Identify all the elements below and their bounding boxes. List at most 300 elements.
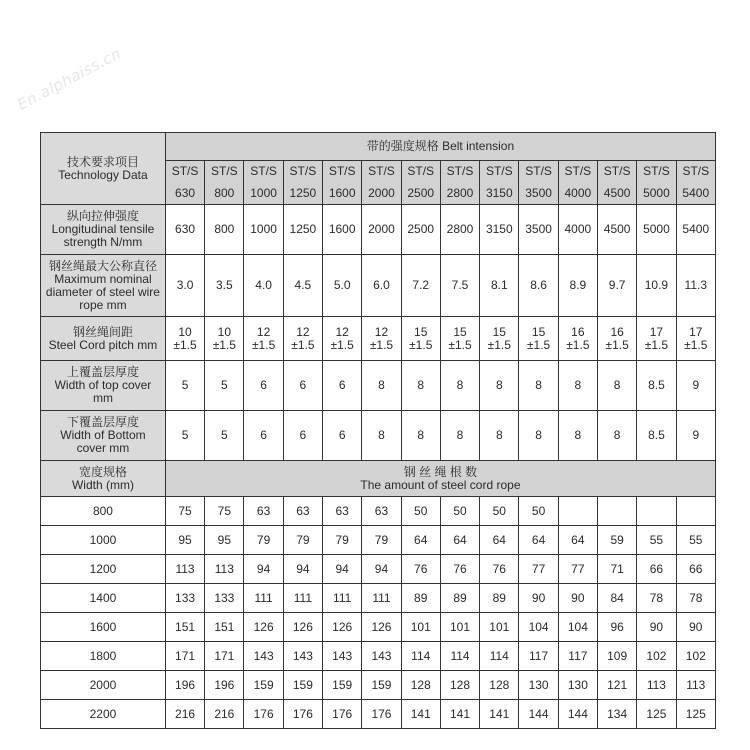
width-row bbox=[41, 671, 716, 700]
rope-count-cell: 111 bbox=[362, 584, 401, 613]
spec-row-label-line: 钢丝绳最大公称直径 bbox=[48, 258, 157, 273]
grade-cell: 800 bbox=[205, 183, 244, 205]
spec-value-cell bbox=[558, 361, 597, 411]
spec-value-cell bbox=[637, 205, 676, 255]
spec-row-label-line: strength N/mm bbox=[63, 235, 143, 249]
spec-value: 10.9 bbox=[644, 278, 669, 292]
rope-count-cell bbox=[558, 497, 597, 526]
spec-value: 3150 bbox=[485, 222, 513, 236]
spec-value-cell bbox=[558, 255, 597, 317]
tolerance-value: ±1.5 bbox=[409, 337, 433, 352]
spec-row-label-line: 上覆盖层厚度 bbox=[66, 365, 139, 379]
spec-value-cell bbox=[323, 361, 362, 411]
tech-data-header bbox=[41, 133, 166, 205]
spec-value: 12 bbox=[256, 324, 271, 339]
spec-value: 3500 bbox=[525, 222, 552, 236]
spec-row-label bbox=[41, 205, 166, 255]
spec-value: 8 bbox=[417, 428, 425, 442]
spec-row-label-line: 纵向拉伸强度 bbox=[66, 209, 139, 223]
spec-value: 8 bbox=[535, 428, 542, 442]
spec-value: 8 bbox=[613, 378, 621, 392]
spec-row-label bbox=[41, 411, 166, 461]
rope-count-cell: 113 bbox=[205, 555, 244, 584]
rope-count-cell: 176 bbox=[323, 700, 362, 729]
spec-value-cell bbox=[205, 255, 244, 317]
st-prefix-cell: ST/S bbox=[480, 161, 519, 183]
spec-value-cell bbox=[637, 411, 676, 461]
spec-value: 17 bbox=[649, 324, 664, 339]
spec-value: 3.0 bbox=[176, 278, 194, 292]
spec-value-cell bbox=[362, 361, 401, 411]
tech-data-header-en: Technology Data bbox=[58, 167, 148, 182]
width-rows bbox=[41, 497, 716, 729]
spec-row-label-line: 钢丝绳间距 bbox=[72, 324, 133, 339]
grade-cell: 2800 bbox=[440, 183, 479, 205]
rope-count-cell: 63 bbox=[283, 497, 322, 526]
spec-value-cell bbox=[401, 317, 440, 361]
tech-data-header-cn: 技术要求项目 bbox=[66, 154, 139, 169]
rope-count-cell: 102 bbox=[637, 642, 676, 671]
spec-value-cell bbox=[244, 361, 283, 411]
spec-value-cell bbox=[519, 317, 558, 361]
rope-count-cell: 64 bbox=[440, 526, 479, 555]
rope-count-cell: 94 bbox=[323, 555, 362, 584]
spec-value-cell bbox=[362, 411, 401, 461]
spec-value: 1250 bbox=[289, 222, 317, 236]
rope-count-cell: 95 bbox=[205, 526, 244, 555]
rope-count-cell: 143 bbox=[362, 642, 401, 671]
spec-row-label-line: Width of Bottom bbox=[60, 428, 146, 442]
st-prefix-cell: ST/S bbox=[598, 161, 637, 183]
spec-value: 4500 bbox=[603, 222, 631, 236]
spec-value-cell bbox=[323, 255, 362, 317]
spec-value: 15 bbox=[531, 324, 546, 339]
rope-count-cell bbox=[676, 497, 715, 526]
width-row bbox=[41, 497, 716, 526]
st-prefix-cell: ST/S bbox=[676, 161, 715, 183]
spec-value: 2500 bbox=[407, 222, 435, 236]
spec-value-cell bbox=[165, 361, 204, 411]
grade-cell: 3150 bbox=[480, 183, 519, 205]
spec-row-label bbox=[41, 317, 166, 361]
spec-value-cell bbox=[519, 361, 558, 411]
spec-value-cell bbox=[401, 411, 440, 461]
width-header-en: Width (mm) bbox=[71, 477, 134, 492]
spec-value-cell bbox=[244, 411, 283, 461]
spec-value-cell bbox=[323, 317, 362, 361]
spec-row-label-line: Width of top cover bbox=[54, 378, 152, 392]
spec-row-label-line: rope mm bbox=[79, 297, 127, 312]
spec-value: 2800 bbox=[446, 222, 474, 236]
header-row-title bbox=[41, 133, 716, 161]
spec-value: 4.0 bbox=[255, 278, 272, 292]
rope-count-cell: 128 bbox=[480, 671, 519, 700]
rope-count-cell: 50 bbox=[519, 497, 558, 526]
width-label-cell: 1800 bbox=[41, 642, 166, 671]
spec-value-cell bbox=[205, 411, 244, 461]
spec-value: 630 bbox=[175, 222, 196, 236]
spec-value-cell bbox=[205, 317, 244, 361]
rope-count-cell: 64 bbox=[480, 526, 519, 555]
st-prefix-cell: ST/S bbox=[165, 161, 204, 183]
belt-intension-header: 带的强度规格 Belt intension bbox=[165, 133, 715, 161]
rope-count-cell: 63 bbox=[244, 497, 283, 526]
width-header bbox=[41, 461, 166, 497]
rope-count-cell: 79 bbox=[244, 526, 283, 555]
rope-count-cell: 84 bbox=[598, 584, 637, 613]
spec-value: 10 bbox=[217, 324, 231, 339]
spec-value: 8 bbox=[574, 428, 582, 442]
spec-row-label-line: Steel Cord pitch mm bbox=[48, 337, 158, 352]
tolerance-value: ±1.5 bbox=[212, 337, 236, 352]
st-prefix-cell: ST/S bbox=[205, 161, 244, 183]
st-prefix-cell: ST/S bbox=[401, 161, 440, 183]
spec-value-cell bbox=[205, 205, 244, 255]
rope-count-cell: 79 bbox=[362, 526, 401, 555]
width-row bbox=[41, 526, 716, 555]
spec-value-cell bbox=[440, 255, 479, 317]
rope-count-cell: 126 bbox=[323, 613, 362, 642]
spec-value-cell bbox=[440, 205, 479, 255]
rope-count-cell: 126 bbox=[244, 613, 283, 642]
spec-value: 9.7 bbox=[608, 278, 626, 292]
grade-cell: 4500 bbox=[598, 183, 637, 205]
rope-count-cell: 130 bbox=[558, 671, 597, 700]
tolerance-value: ±1.5 bbox=[644, 337, 669, 352]
rope-count-cell: 144 bbox=[519, 700, 558, 729]
grade-cell: 1600 bbox=[323, 183, 362, 205]
spec-value-cell bbox=[676, 255, 715, 317]
spec-value-cell bbox=[637, 361, 676, 411]
width-header-row bbox=[41, 461, 716, 497]
rope-count-cell: 104 bbox=[519, 613, 558, 642]
rope-count-cell: 128 bbox=[401, 671, 440, 700]
rope-count-cell: 79 bbox=[323, 526, 362, 555]
rope-count-cell: 114 bbox=[440, 642, 479, 671]
rope-count-cell: 75 bbox=[165, 497, 204, 526]
spec-value-cell bbox=[676, 411, 715, 461]
spec-value: 8.9 bbox=[569, 278, 587, 292]
spec-value-cell bbox=[480, 361, 519, 411]
spec-value-cell bbox=[598, 255, 637, 317]
spec-value-cell bbox=[676, 361, 715, 411]
width-row bbox=[41, 555, 716, 584]
spec-value-cell bbox=[598, 205, 637, 255]
spec-value-cell bbox=[165, 411, 204, 461]
st-prefix-cell: ST/S bbox=[362, 161, 401, 183]
rope-count-cell: 64 bbox=[401, 526, 440, 555]
rope-count-cell: 94 bbox=[244, 555, 283, 584]
width-label-cell: 1400 bbox=[41, 584, 166, 613]
rope-count-cell: 176 bbox=[283, 700, 322, 729]
spec-value-cell bbox=[165, 317, 204, 361]
rope-count-cell: 94 bbox=[283, 555, 322, 584]
spec-value: 17 bbox=[689, 324, 703, 339]
rope-count-cell: 141 bbox=[440, 700, 479, 729]
spec-value: 5000 bbox=[643, 222, 670, 236]
grade-cell: 2500 bbox=[401, 183, 440, 205]
spec-value: 8.6 bbox=[530, 278, 547, 292]
spec-value-cell bbox=[283, 317, 322, 361]
spec-value-cell bbox=[244, 255, 283, 317]
spec-value: 6 bbox=[338, 378, 346, 392]
spec-row-label-line: 下覆盖层厚度 bbox=[66, 415, 139, 429]
spec-value-cell bbox=[598, 361, 637, 411]
spec-value: 6 bbox=[299, 428, 307, 442]
tolerance-value: ±1.5 bbox=[330, 337, 354, 352]
rope-count-cell: 130 bbox=[519, 671, 558, 700]
tolerance-value: ±1.5 bbox=[487, 337, 511, 352]
spec-value-cell bbox=[480, 255, 519, 317]
rope-count-cell: 114 bbox=[480, 642, 519, 671]
rope-count-cell: 50 bbox=[401, 497, 440, 526]
rope-count-cell: 216 bbox=[205, 700, 244, 729]
spec-row bbox=[41, 361, 716, 411]
spec-value-cell bbox=[637, 255, 676, 317]
spec-value: 5 bbox=[220, 378, 228, 392]
rope-count-cell: 141 bbox=[401, 700, 440, 729]
spec-value-cell bbox=[558, 411, 597, 461]
spec-value: 6 bbox=[260, 378, 267, 392]
rope-count-cell: 121 bbox=[598, 671, 637, 700]
spec-value: 5400 bbox=[682, 222, 710, 236]
spec-value: 15 bbox=[414, 324, 428, 339]
rope-count-cell: 133 bbox=[205, 584, 244, 613]
rope-count-cell: 151 bbox=[165, 613, 204, 642]
rope-count-cell: 113 bbox=[165, 555, 204, 584]
rope-count-cell: 75 bbox=[205, 497, 244, 526]
st-prefix-cell: ST/S bbox=[323, 161, 362, 183]
spec-value-cell bbox=[244, 205, 283, 255]
width-row bbox=[41, 613, 716, 642]
width-label-cell: 2000 bbox=[41, 671, 166, 700]
spec-value-cell bbox=[440, 361, 479, 411]
spec-value: 15 bbox=[453, 324, 467, 339]
spec-value-cell bbox=[480, 205, 519, 255]
rope-count-cell: 90 bbox=[558, 584, 597, 613]
rope-count-cell: 117 bbox=[558, 642, 597, 671]
spec-value-cell bbox=[401, 255, 440, 317]
spec-value: 7.5 bbox=[451, 278, 469, 292]
width-label-cell: 800 bbox=[41, 497, 166, 526]
spec-value: 8 bbox=[613, 428, 621, 442]
spec-value-cell bbox=[637, 317, 676, 361]
spec-value-cell bbox=[519, 255, 558, 317]
spec-value-cell bbox=[165, 205, 204, 255]
spec-value: 2000 bbox=[368, 222, 395, 236]
tolerance-value: ±1.5 bbox=[605, 337, 629, 352]
spec-value: 8 bbox=[456, 428, 464, 442]
rope-count-cell: 117 bbox=[519, 642, 558, 671]
rope-count-cell: 101 bbox=[440, 613, 479, 642]
rope-count-cell: 55 bbox=[637, 526, 676, 555]
rope-count-cell: 159 bbox=[362, 671, 401, 700]
rope-count-cell: 133 bbox=[165, 584, 204, 613]
spec-value-cell bbox=[676, 317, 715, 361]
rope-amount-header-cn: 钢 丝 绳 根 数 bbox=[403, 464, 478, 479]
rope-count-cell: 66 bbox=[676, 555, 715, 584]
rope-count-cell: 79 bbox=[283, 526, 322, 555]
rope-count-cell: 102 bbox=[676, 642, 715, 671]
width-label-cell: 1200 bbox=[41, 555, 166, 584]
rope-count-cell: 171 bbox=[165, 642, 204, 671]
spec-value-cell bbox=[519, 411, 558, 461]
rope-count-cell: 66 bbox=[637, 555, 676, 584]
rope-count-cell: 125 bbox=[676, 700, 715, 729]
spec-value: 8 bbox=[495, 428, 503, 442]
rope-count-cell: 101 bbox=[480, 613, 519, 642]
spec-value: 5.0 bbox=[333, 278, 351, 292]
grade-cell: 5000 bbox=[637, 183, 676, 205]
rope-count-cell: 216 bbox=[165, 700, 204, 729]
rope-count-cell: 90 bbox=[519, 584, 558, 613]
tolerance-value: ±1.5 bbox=[448, 337, 472, 352]
spec-row-label-line: Longitudinal tensile bbox=[51, 222, 155, 236]
spec-value-cell bbox=[362, 317, 401, 361]
tolerance-value: ±1.5 bbox=[251, 337, 276, 352]
rope-count-cell bbox=[637, 497, 676, 526]
grade-cell: 4000 bbox=[558, 183, 597, 205]
rope-count-cell: 141 bbox=[480, 700, 519, 729]
rope-count-cell: 171 bbox=[205, 642, 244, 671]
spec-value-cell bbox=[283, 361, 322, 411]
grade-cell: 1000 bbox=[244, 183, 283, 205]
spec-value-cell bbox=[480, 411, 519, 461]
spec-value: 800 bbox=[214, 222, 235, 236]
rope-count-cell: 109 bbox=[598, 642, 637, 671]
spec-value-cell bbox=[362, 255, 401, 317]
spec-value: 5 bbox=[181, 428, 189, 442]
rope-count-cell bbox=[598, 497, 637, 526]
spec-value: 4.5 bbox=[294, 278, 312, 292]
rope-count-cell: 63 bbox=[323, 497, 362, 526]
spec-row-label-line: diameter of steel wire bbox=[45, 284, 160, 299]
grade-cell: 3500 bbox=[519, 183, 558, 205]
rope-count-cell: 63 bbox=[362, 497, 401, 526]
tolerance-value: ±1.5 bbox=[566, 337, 590, 352]
rope-count-cell: 59 bbox=[598, 526, 637, 555]
width-label-cell: 1000 bbox=[41, 526, 166, 555]
spec-row-label-line: cover mm bbox=[76, 441, 130, 455]
spec-value-cell bbox=[401, 205, 440, 255]
spec-value: 12 bbox=[374, 324, 389, 339]
tolerance-value: ±1.5 bbox=[684, 337, 708, 352]
rope-amount-header bbox=[165, 461, 715, 497]
rope-count-cell: 159 bbox=[323, 671, 362, 700]
rope-count-cell: 113 bbox=[637, 671, 676, 700]
grade-cell: 5400 bbox=[676, 183, 715, 205]
spec-value: 8.5 bbox=[648, 378, 665, 392]
width-row bbox=[41, 642, 716, 671]
spec-value: 9 bbox=[692, 428, 700, 442]
spec-value-cell bbox=[440, 317, 479, 361]
rope-count-cell: 89 bbox=[440, 584, 479, 613]
rope-count-cell: 111 bbox=[244, 584, 283, 613]
rope-count-cell: 143 bbox=[323, 642, 362, 671]
rope-count-cell: 89 bbox=[401, 584, 440, 613]
spec-value: 16 bbox=[571, 324, 585, 339]
st-prefix-cell: ST/S bbox=[558, 161, 597, 183]
rope-count-cell: 126 bbox=[362, 613, 401, 642]
width-row bbox=[41, 700, 716, 729]
rope-count-cell: 71 bbox=[598, 555, 637, 584]
tolerance-value: ±1.5 bbox=[291, 337, 315, 352]
rope-count-cell: 111 bbox=[283, 584, 322, 613]
spec-row-label bbox=[41, 255, 166, 317]
rope-count-cell: 76 bbox=[401, 555, 440, 584]
spec-value-cell bbox=[244, 317, 283, 361]
spec-value: 8 bbox=[574, 378, 582, 392]
rope-count-cell: 111 bbox=[323, 584, 362, 613]
rope-count-cell: 196 bbox=[165, 671, 204, 700]
spec-value: 3.5 bbox=[215, 278, 233, 292]
spec-value-cell bbox=[519, 205, 558, 255]
tolerance-value: ±1.5 bbox=[173, 337, 197, 352]
tolerance-value: ±1.5 bbox=[526, 337, 551, 352]
spec-value-cell bbox=[362, 205, 401, 255]
spec-value: 4000 bbox=[564, 222, 592, 236]
spec-value-cell bbox=[205, 361, 244, 411]
rope-count-cell: 89 bbox=[480, 584, 519, 613]
st-prefix-cell: ST/S bbox=[283, 161, 322, 183]
spec-value: 9 bbox=[692, 378, 700, 392]
rope-count-cell: 96 bbox=[598, 613, 637, 642]
rope-count-cell: 94 bbox=[362, 555, 401, 584]
rope-count-cell: 50 bbox=[440, 497, 479, 526]
rope-count-cell: 78 bbox=[637, 584, 676, 613]
spec-value-cell bbox=[283, 255, 322, 317]
spec-row-label bbox=[41, 361, 166, 411]
spec-value-cell bbox=[676, 205, 715, 255]
width-row bbox=[41, 584, 716, 613]
st-prefix-cell: ST/S bbox=[244, 161, 283, 183]
grade-cell: 630 bbox=[165, 183, 204, 205]
spec-value: 7.2 bbox=[412, 278, 430, 292]
grade-cell: 1250 bbox=[283, 183, 322, 205]
spec-value-cell bbox=[283, 205, 322, 255]
spec-value: 6 bbox=[338, 428, 346, 442]
rope-count-cell: 113 bbox=[676, 671, 715, 700]
spec-row bbox=[41, 411, 716, 461]
rope-count-cell: 143 bbox=[283, 642, 322, 671]
spec-value: 8 bbox=[378, 378, 385, 392]
spec-row-label-line: Maximum nominal bbox=[54, 271, 152, 286]
spec-value: 6 bbox=[299, 378, 307, 392]
rope-count-cell: 77 bbox=[558, 555, 597, 584]
rope-count-cell: 151 bbox=[205, 613, 244, 642]
spec-value: 6 bbox=[260, 428, 267, 442]
rope-count-cell: 78 bbox=[676, 584, 715, 613]
spec-row bbox=[41, 255, 716, 317]
spec-value: 5 bbox=[220, 428, 228, 442]
spec-value: 8 bbox=[495, 378, 503, 392]
rope-amount-header-en: The amount of steel cord rope bbox=[360, 477, 521, 492]
spec-value: 10 bbox=[178, 324, 192, 339]
spec-value: 8 bbox=[535, 378, 542, 392]
spec-value-cell bbox=[598, 411, 637, 461]
rope-count-cell: 76 bbox=[480, 555, 519, 584]
rope-count-cell: 126 bbox=[283, 613, 322, 642]
spec-value: 1600 bbox=[328, 222, 356, 236]
rope-count-cell: 90 bbox=[676, 613, 715, 642]
spec-value: 12 bbox=[335, 324, 349, 339]
spec-value-cell bbox=[165, 255, 204, 317]
belt-spec-table bbox=[40, 132, 716, 729]
rope-count-cell: 95 bbox=[165, 526, 204, 555]
rope-count-cell: 128 bbox=[440, 671, 479, 700]
spec-value: 8 bbox=[456, 378, 464, 392]
rope-count-cell: 159 bbox=[283, 671, 322, 700]
